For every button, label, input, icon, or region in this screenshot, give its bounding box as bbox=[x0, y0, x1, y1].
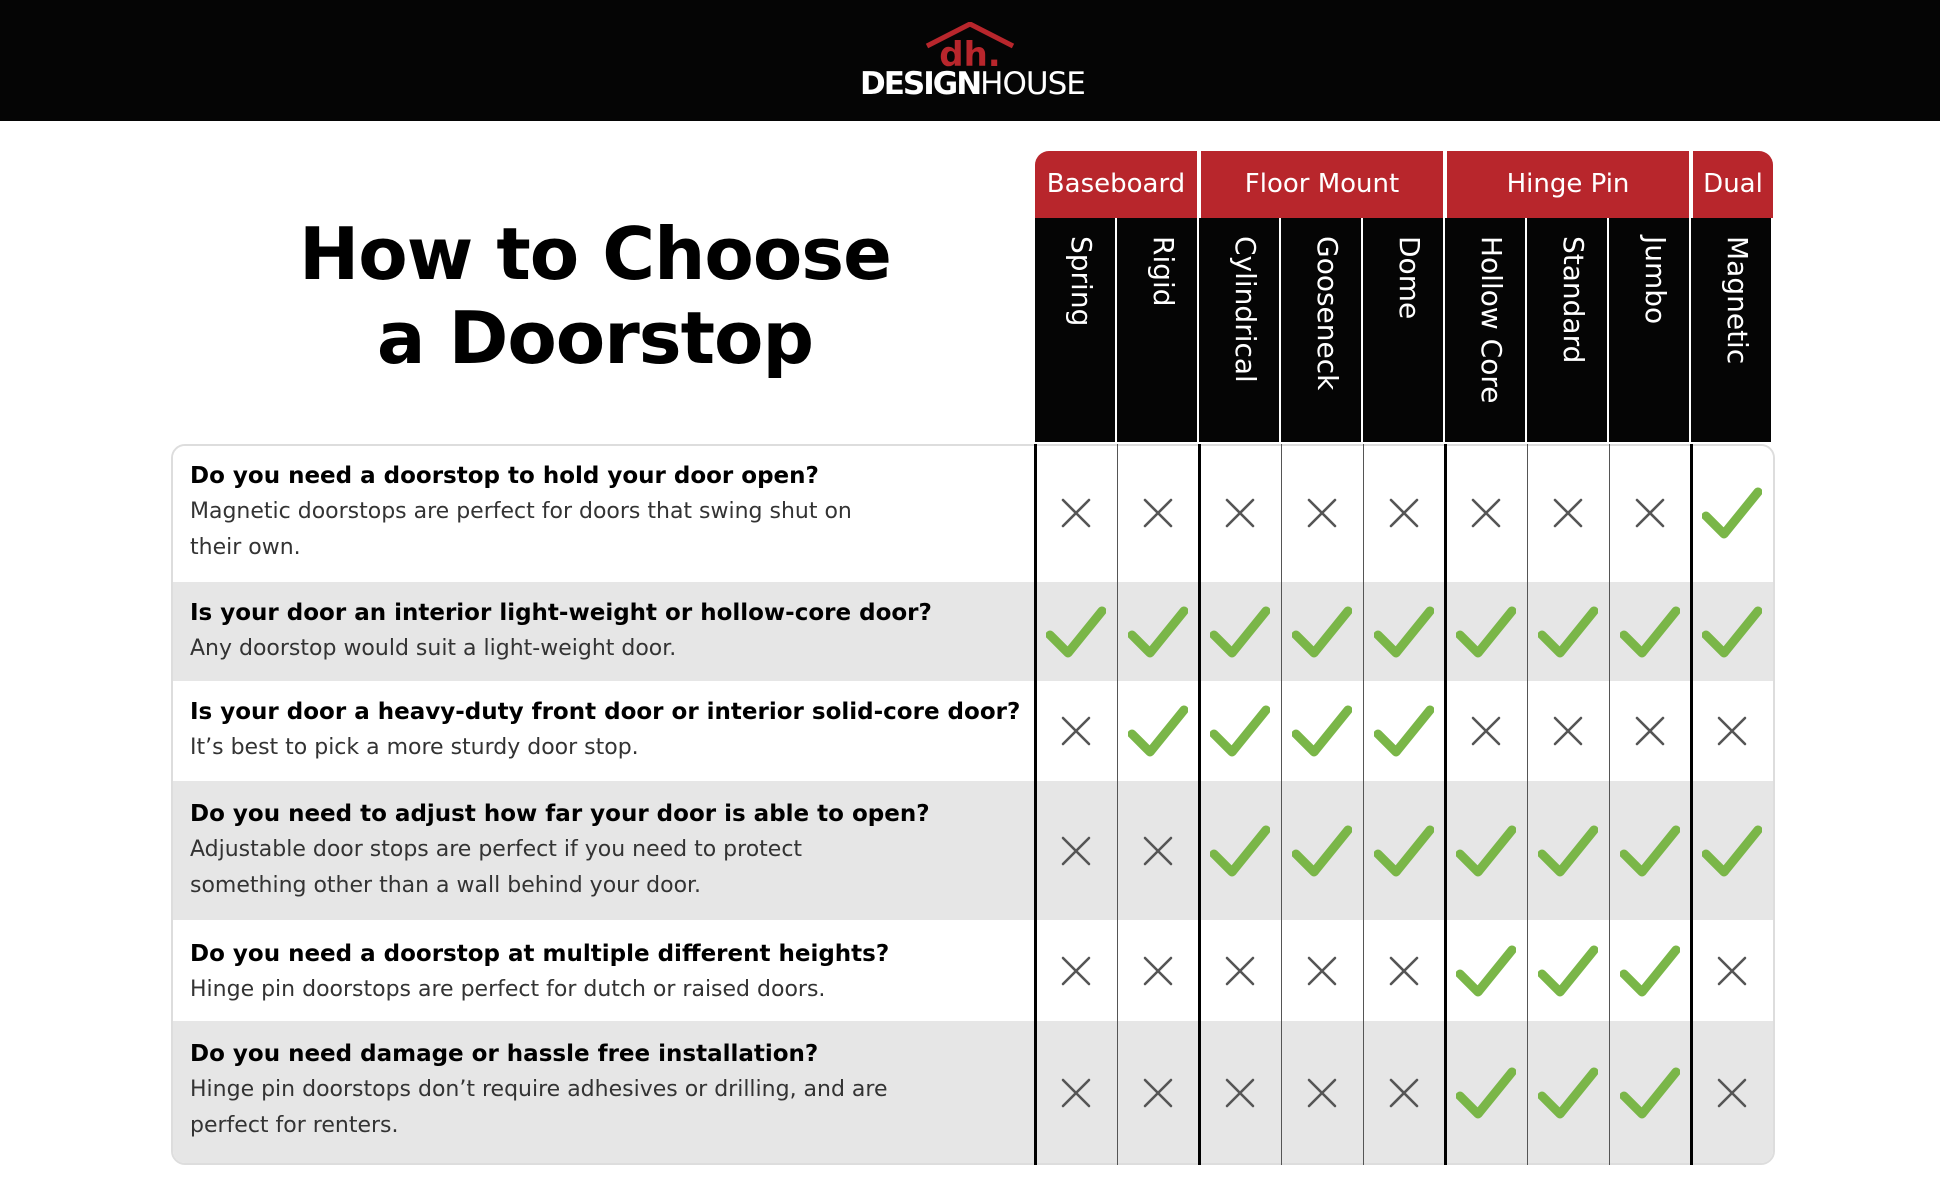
check-icon bbox=[1199, 582, 1281, 681]
cross-icon bbox=[1117, 1021, 1199, 1165]
column-label: Magnetic bbox=[1721, 236, 1754, 365]
title-line-1: How to Choose bbox=[299, 212, 891, 296]
group-header-hinge-pin: Hinge Pin bbox=[1445, 151, 1691, 218]
logo-mark: dh. bbox=[939, 35, 1001, 68]
cross-icon bbox=[1691, 681, 1773, 781]
check-icon bbox=[1527, 582, 1609, 681]
column-label: Rigid bbox=[1147, 236, 1180, 307]
column-label: Spring bbox=[1065, 236, 1098, 327]
check-icon bbox=[1691, 582, 1773, 681]
column-label: Standard bbox=[1557, 236, 1590, 364]
answer-text: It’s best to pick a more sturdy door stop. bbox=[190, 735, 639, 760]
cross-icon bbox=[1363, 1021, 1445, 1165]
check-icon bbox=[1691, 444, 1773, 582]
answer-text: Hinge pin doorstops don’t require adhesives or drilling, and are perfect for renters. bbox=[190, 1077, 888, 1138]
cross-icon bbox=[1035, 920, 1117, 1021]
group-header-floor-mount: Floor Mount bbox=[1199, 151, 1445, 218]
cross-icon bbox=[1281, 1021, 1363, 1165]
column-label: Dome bbox=[1393, 236, 1426, 320]
question-row bbox=[190, 796, 1020, 904]
check-icon bbox=[1199, 781, 1281, 920]
check-icon bbox=[1609, 1021, 1691, 1165]
column-header-hollow-core bbox=[1445, 218, 1527, 442]
question-row bbox=[190, 936, 1020, 1008]
cross-icon bbox=[1609, 681, 1691, 781]
check-icon bbox=[1199, 681, 1281, 781]
cross-icon bbox=[1035, 1021, 1117, 1165]
cross-icon bbox=[1691, 1021, 1773, 1165]
cross-icon bbox=[1363, 920, 1445, 1021]
check-icon bbox=[1363, 582, 1445, 681]
question-text: Do you need damage or hassle free installation? bbox=[190, 1041, 819, 1067]
cross-icon bbox=[1445, 444, 1527, 582]
cross-icon bbox=[1281, 444, 1363, 582]
house-roof-icon bbox=[925, 22, 1015, 68]
check-icon bbox=[1035, 582, 1117, 681]
column-label: Hollow Core bbox=[1475, 236, 1508, 404]
cross-icon bbox=[1527, 444, 1609, 582]
designhouse-logo bbox=[860, 22, 1085, 104]
cross-icon bbox=[1199, 444, 1281, 582]
cross-icon bbox=[1035, 781, 1117, 920]
answer-text: Any doorstop would suit a light-weight door. bbox=[190, 636, 677, 661]
cross-icon bbox=[1609, 444, 1691, 582]
column-label: Jumbo bbox=[1639, 236, 1672, 325]
question-row bbox=[190, 458, 1020, 566]
check-icon bbox=[1363, 781, 1445, 920]
cross-icon bbox=[1281, 920, 1363, 1021]
question-text: Do you need a doorstop at multiple different heights? bbox=[190, 941, 890, 967]
column-header-jumbo bbox=[1609, 218, 1691, 442]
column-header-gooseneck bbox=[1281, 218, 1363, 442]
check-icon bbox=[1609, 781, 1691, 920]
cross-icon bbox=[1445, 681, 1527, 781]
cross-icon bbox=[1363, 444, 1445, 582]
check-icon bbox=[1363, 681, 1445, 781]
answer-text: Magnetic doorstops are perfect for doors that swing shut on their own. bbox=[190, 499, 852, 560]
check-icon bbox=[1527, 920, 1609, 1021]
column-header-dome bbox=[1363, 218, 1445, 442]
answer-text: Hinge pin doorstops are perfect for dutch or raised doors. bbox=[190, 977, 826, 1002]
check-icon bbox=[1281, 681, 1363, 781]
cross-icon bbox=[1527, 681, 1609, 781]
check-icon bbox=[1609, 920, 1691, 1021]
logo-bold: DESIGN bbox=[860, 66, 981, 102]
question-row bbox=[190, 595, 1020, 667]
check-icon bbox=[1445, 781, 1527, 920]
logo-light: HOUSE bbox=[980, 66, 1085, 102]
question-text: Is your door an interior light-weight or hollow-core door? bbox=[190, 600, 932, 626]
check-icon bbox=[1609, 582, 1691, 681]
question-text: Do you need a doorstop to hold your door open? bbox=[190, 463, 819, 489]
question-text: Is your door a heavy-duty front door or interior solid-core door? bbox=[190, 699, 1021, 725]
column-header-spring bbox=[1035, 218, 1117, 442]
column-header-magnetic bbox=[1691, 218, 1773, 442]
cross-icon bbox=[1117, 444, 1199, 582]
check-icon bbox=[1445, 920, 1527, 1021]
page-title bbox=[245, 212, 945, 380]
cross-icon bbox=[1117, 781, 1199, 920]
column-label: Cylindrical bbox=[1229, 236, 1262, 383]
check-icon bbox=[1117, 582, 1199, 681]
answer-text: Adjustable door stops are perfect if you need to protect something other than a wall behind your door. bbox=[190, 837, 803, 898]
check-icon bbox=[1117, 681, 1199, 781]
check-icon bbox=[1691, 781, 1773, 920]
title-line-2: a Doorstop bbox=[376, 296, 814, 380]
cross-icon bbox=[1117, 920, 1199, 1021]
cross-icon bbox=[1691, 920, 1773, 1021]
check-icon bbox=[1445, 1021, 1527, 1165]
column-header-rigid bbox=[1117, 218, 1199, 442]
logo-wordmark bbox=[860, 66, 1085, 102]
cross-icon bbox=[1199, 1021, 1281, 1165]
cross-icon bbox=[1035, 444, 1117, 582]
header-bar bbox=[0, 0, 1940, 121]
column-header-cylindrical bbox=[1199, 218, 1281, 442]
check-icon bbox=[1281, 582, 1363, 681]
question-row bbox=[190, 694, 1020, 766]
cross-icon bbox=[1035, 681, 1117, 781]
group-header-dual: Dual bbox=[1691, 151, 1773, 218]
column-label: Gooseneck bbox=[1311, 236, 1344, 391]
question-text: Do you need to adjust how far your door is able to open? bbox=[190, 801, 930, 827]
column-header-standard bbox=[1527, 218, 1609, 442]
check-icon bbox=[1527, 781, 1609, 920]
check-icon bbox=[1527, 1021, 1609, 1165]
group-header-baseboard: Baseboard bbox=[1035, 151, 1199, 218]
check-icon bbox=[1281, 781, 1363, 920]
question-row bbox=[190, 1036, 1020, 1144]
cross-icon bbox=[1199, 920, 1281, 1021]
check-icon bbox=[1445, 582, 1527, 681]
